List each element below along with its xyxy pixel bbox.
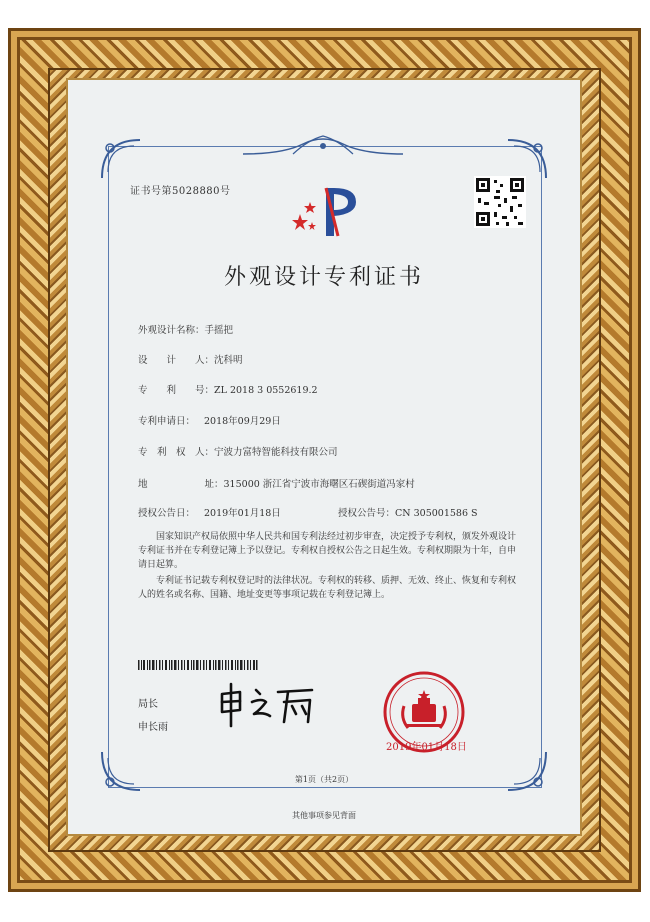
qr-code-icon xyxy=(474,176,526,228)
patent-office-logo-icon xyxy=(290,180,370,242)
certificate-paper xyxy=(68,80,580,834)
body-paragraph: 专利证书记载专利权登记时的法律状况。专利权的转移、质押、无效、终止、恢复和专利权人的姓名或名称、国籍、地址变更等事项记载在专利登记簿上。 xyxy=(138,576,517,600)
certificate-title: 外观设计专利证书 xyxy=(223,265,424,290)
field-address xyxy=(138,476,415,490)
field-label: 专利申请日： xyxy=(138,416,196,427)
field-value: 2019年01月18日 xyxy=(204,508,281,519)
field-design-name xyxy=(138,322,233,336)
corner-ornament-icon xyxy=(98,748,144,794)
corner-ornament-icon xyxy=(98,136,144,182)
field-label: 授权公告号： xyxy=(338,508,396,519)
field-label: 专 利 号： xyxy=(138,385,215,396)
field-patent-number xyxy=(138,382,318,396)
certificate-border xyxy=(108,146,542,788)
field-label: 设 计 人： xyxy=(138,355,215,366)
top-ornament-icon xyxy=(243,132,403,160)
field-value: CN 305001586 S xyxy=(395,508,478,519)
director-name: 申长雨 xyxy=(138,722,168,733)
field-value: 315000 浙江省宁波市海曙区石碶街道冯家村 xyxy=(223,479,415,490)
seal-date: 2019年01月18日 xyxy=(386,742,467,753)
director-title: 局长 xyxy=(138,699,158,710)
certificate-number: 证书号第5028880号 xyxy=(130,186,231,197)
field-grant-publication xyxy=(138,505,478,519)
body-paragraph: 国家知识产权局依照中华人民共和国专利法经过初步审查，决定授予专利权，颁发外观设计专利证书并在专利登记簿上予以登记。专利权自授权公告之日起生效。专利权期限为十年，自申请日起算。 xyxy=(138,532,517,570)
field-label: 外观设计名称： xyxy=(138,325,205,336)
field-label: 地 址： xyxy=(138,479,224,490)
field-value: 沈科明 xyxy=(214,355,243,366)
field-filing-date xyxy=(138,413,281,427)
corner-ornament-icon xyxy=(504,748,550,794)
field-patent-owner xyxy=(138,444,338,458)
barcode-icon xyxy=(138,660,258,670)
field-label: 授权公告日： xyxy=(138,508,196,519)
field-grant-publication-number xyxy=(338,505,478,519)
footer-note: 其他事项参见背面 xyxy=(292,811,356,820)
handwritten-signature-icon xyxy=(216,680,316,730)
field-value: 2018年09月29日 xyxy=(204,416,281,427)
field-value: ZL 2018 3 0552619.2 xyxy=(214,385,318,396)
field-label: 专 利 权 人： xyxy=(138,447,215,458)
field-value: 宁波力富特智能科技有限公司 xyxy=(214,447,338,458)
page-number: 第1页（共2页） xyxy=(294,775,354,784)
field-designer xyxy=(138,352,243,366)
field-value: 手摇把 xyxy=(204,325,234,336)
